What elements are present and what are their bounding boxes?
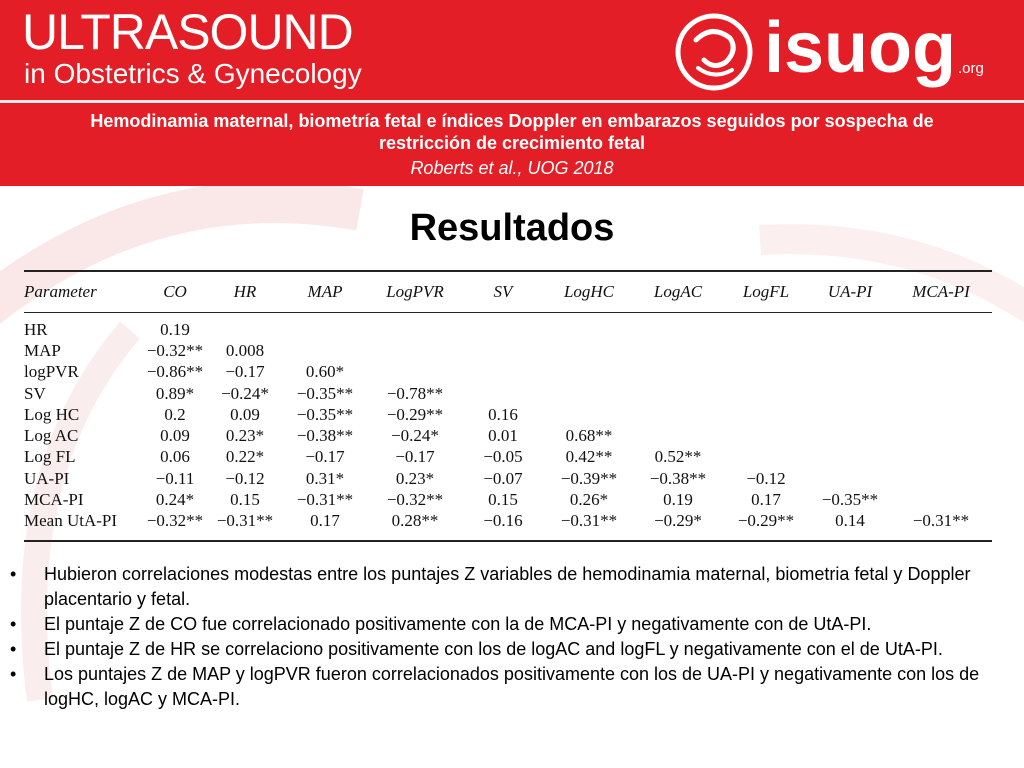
correlation-table [24, 272, 992, 540]
table-cell [722, 425, 810, 446]
table-cell: −0.07 [483, 468, 523, 488]
table-row [24, 404, 992, 425]
table-cell [890, 468, 992, 489]
table-cell: −0.29** [386, 404, 444, 424]
table-cell [462, 383, 544, 404]
table-cell [890, 383, 992, 404]
table-cell [722, 362, 810, 383]
column-header-logpvr: LogPVR [368, 272, 462, 313]
row-label: MAP [24, 340, 61, 360]
table-cell: 0.06 [160, 447, 190, 467]
row-label: Log HC [24, 404, 80, 424]
table-cell: 0.60* [305, 362, 345, 382]
row-label: UA-PI [24, 468, 70, 488]
table-cell [368, 313, 462, 341]
table-cell: −0.86** [146, 362, 204, 382]
table-cell: −0.29** [737, 511, 795, 531]
bullet-item [0, 562, 1024, 612]
table-cell: −0.78** [386, 383, 444, 403]
row-label: logPVR [24, 362, 79, 382]
table-cell [544, 404, 634, 425]
table-cell: −0.35** [821, 490, 879, 510]
table-cell: 0.24* [155, 490, 195, 510]
bullet-text: Los puntajes Z de MAP y logPVR fueron correlacionados positivamente con los de UA-PI y negativamente con los de logHC, logAC y MCA-PI. [44, 664, 980, 709]
row-label: SV [24, 383, 46, 403]
table-cell: −0.12 [225, 468, 265, 488]
table-cell: −0.32** [146, 340, 204, 360]
table-cell: 0.23* [395, 468, 435, 488]
table-cell [368, 340, 462, 361]
article-citation: Roberts et al., UOG 2018 [410, 158, 614, 178]
row-label: Log AC [24, 426, 79, 446]
table-cell [282, 340, 368, 361]
table-cell: −0.31** [296, 490, 354, 510]
table-cell: −0.05 [483, 447, 523, 467]
table-cell [810, 362, 890, 383]
table-cell [634, 383, 722, 404]
table-cell [890, 425, 992, 446]
row-label: Mean UtA-PI [24, 511, 118, 531]
bullet-dot-icon: • [10, 564, 17, 584]
table-cell [634, 340, 722, 361]
fetus-logo-icon [668, 10, 760, 94]
table-cell [634, 362, 722, 383]
isuog-logo [668, 6, 1008, 96]
column-header-sv: SV [462, 272, 544, 313]
findings-bullet-list [0, 562, 1024, 712]
correlation-table-container [24, 270, 992, 542]
row-label: HR [24, 319, 48, 339]
logo-domain-suffix: .org [958, 60, 984, 77]
bullet-text: Hubieron correlaciones modestas entre los puntajes Z variables de hemodinamia maternal, biometria fetal y Doppler placentario y fetal. [44, 564, 971, 609]
table-cell [810, 468, 890, 489]
table-cell [462, 362, 544, 383]
table-cell: 0.01 [488, 426, 518, 446]
article-title-line1: Hemodinamia maternal, biometría fetal e índices Doppler en embarazos seguidos por sospecha de [90, 111, 934, 131]
table-cell: −0.39** [560, 468, 618, 488]
table-cell: −0.24* [221, 383, 269, 403]
table-row [24, 425, 992, 446]
row-label: Log FL [24, 447, 76, 467]
table-cell: −0.38** [296, 426, 354, 446]
bullet-item [0, 612, 1024, 637]
table-cell [634, 425, 722, 446]
table-cell: 0.31* [305, 468, 345, 488]
bullet-dot-icon: • [10, 639, 17, 659]
journal-title: ULTRASOUND [22, 4, 353, 60]
table-cell [462, 313, 544, 341]
table-cell: 0.89* [155, 383, 195, 403]
table-header [24, 272, 992, 313]
bullet-dot-icon: • [10, 664, 17, 684]
column-header-map: MAP [282, 272, 368, 313]
table-cell [722, 404, 810, 425]
table-cell [890, 404, 992, 425]
table-cell [368, 362, 462, 383]
table-cell: −0.11 [155, 468, 195, 488]
table-cell: 0.19 [160, 319, 190, 339]
table-cell [462, 340, 544, 361]
article-title-line2: restricción de crecimiento fetal [378, 133, 646, 153]
table-cell [890, 489, 992, 510]
column-header-logac: LogAC [634, 272, 722, 313]
table-cell: −0.31** [912, 511, 970, 531]
table-cell: 0.09 [230, 404, 260, 424]
table-cell: 0.26* [569, 490, 609, 510]
bullet-item [0, 662, 1024, 712]
table-cell [890, 447, 992, 468]
header-banner [0, 0, 1024, 186]
table-cell: −0.17 [225, 362, 265, 382]
table-cell: −0.16 [483, 511, 523, 531]
table-cell [722, 313, 810, 341]
bullet-item [0, 637, 1024, 662]
table-cell: −0.12 [746, 468, 786, 488]
table-cell [890, 313, 992, 341]
bullet-text: El puntaje Z de CO fue correlacionado positivamente con la de MCA-PI y negativamente con de UtA-PI. [44, 614, 872, 634]
table-cell [722, 383, 810, 404]
table-body [24, 313, 992, 540]
header-divider [0, 100, 1024, 103]
table-cell: 0.2 [164, 404, 186, 424]
table-cell [810, 425, 890, 446]
table-cell [810, 340, 890, 361]
table-cell: −0.35** [296, 404, 354, 424]
table-cell [810, 404, 890, 425]
table-cell: 0.28** [391, 511, 439, 531]
table-cell [810, 383, 890, 404]
table-cell [810, 313, 890, 341]
table-cell [544, 313, 634, 341]
table-cell [722, 447, 810, 468]
table-cell: 0.16 [488, 404, 518, 424]
table-cell: 0.22* [225, 447, 265, 467]
table-cell: −0.31** [560, 511, 618, 531]
table-cell: −0.38** [649, 468, 707, 488]
table-cell [282, 313, 368, 341]
table-bottom-rule [24, 540, 992, 542]
table-cell: 0.14 [835, 511, 865, 531]
table-cell: 0.17 [751, 490, 781, 510]
column-header-co: CO [142, 272, 208, 313]
table-cell [890, 362, 992, 383]
table-cell: −0.29* [654, 511, 702, 531]
table-cell: −0.17 [395, 447, 435, 467]
article-title [20, 110, 1004, 154]
table-cell: −0.24* [391, 426, 439, 446]
table-cell: 0.17 [310, 511, 340, 531]
column-header-logfl: LogFL [722, 272, 810, 313]
table-cell: 0.09 [160, 426, 190, 446]
table-row [24, 447, 992, 468]
section-heading: Resultados [409, 207, 615, 249]
table-row [24, 340, 992, 361]
table-cell [890, 340, 992, 361]
table-cell: 0.008 [225, 340, 265, 360]
table-cell: −0.17 [305, 447, 345, 467]
table-row [24, 313, 992, 341]
table-cell: 0.23* [225, 426, 265, 446]
table-row [24, 511, 992, 540]
table-row [24, 383, 992, 404]
table-cell: −0.31** [216, 511, 274, 531]
table-cell [544, 340, 634, 361]
table-cell: 0.19 [663, 490, 693, 510]
table-cell: 0.68** [565, 426, 613, 446]
table-cell: −0.32** [386, 490, 444, 510]
column-header-loghc: LogHC [544, 272, 634, 313]
table-cell [634, 404, 722, 425]
bullet-dot-icon: • [10, 614, 17, 634]
table-cell: 0.52** [654, 447, 702, 467]
table-cell [544, 383, 634, 404]
table-cell: 0.15 [488, 490, 518, 510]
table-row [24, 489, 992, 510]
column-header-ua-pi: UA-PI [810, 272, 890, 313]
table-cell: −0.32** [146, 511, 204, 531]
row-label: MCA-PI [24, 490, 84, 510]
column-header-hr: HR [208, 272, 282, 313]
journal-subtitle: in Obstetrics & Gynecology [24, 58, 362, 89]
table-cell: 0.42** [565, 447, 613, 467]
table-cell [208, 313, 282, 341]
table-header-row [24, 272, 992, 313]
table-cell [810, 447, 890, 468]
table-row [24, 468, 992, 489]
table-row [24, 362, 992, 383]
table-cell [722, 340, 810, 361]
bullet-text: El puntaje Z de HR se correlaciono positivamente con los de logAC and logFL y negativamente con el de UtA-PI. [44, 639, 943, 659]
column-header-mca-pi: MCA-PI [890, 272, 992, 313]
column-header-parameter: Parameter [24, 272, 142, 313]
logo-wordmark: isuog [764, 8, 956, 88]
table-cell: −0.35** [296, 383, 354, 403]
table-cell: 0.15 [230, 490, 260, 510]
table-cell [544, 362, 634, 383]
table-cell [634, 313, 722, 341]
